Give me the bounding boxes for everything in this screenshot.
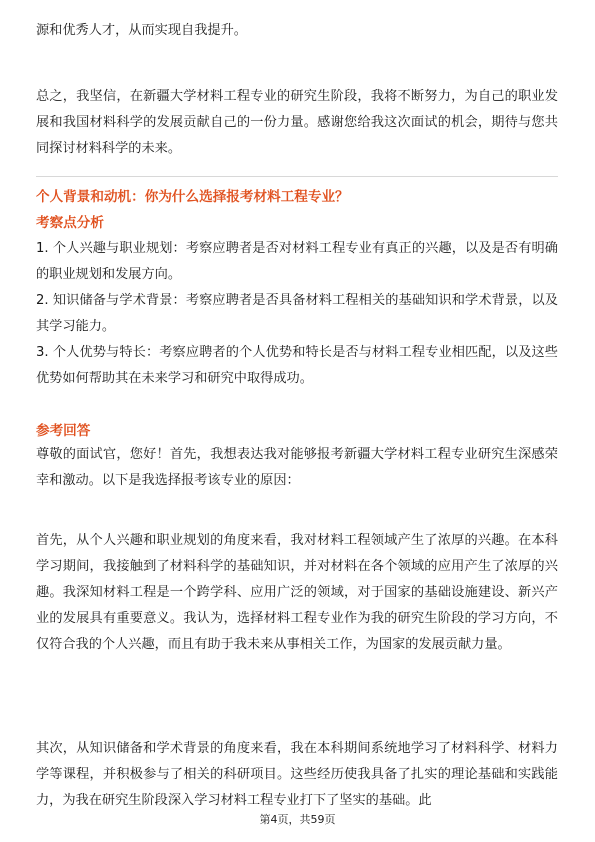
analysis-heading: 考察点分析: [36, 215, 104, 231]
conclusion-paragraph: 总之，我坚信，在新疆大学材料工程专业的研究生阶段，我将不断努力，为自己的职业发展和我国材料科学的发展贡献自己的一份力量。感谢您给我这次面试的机会，期待与您共同探讨材料科学的未来。: [36, 89, 558, 156]
page-footer: 第4页，共59页: [259, 813, 336, 826]
analysis-point-3: 3. 个人优势与特长：考察应聘者的个人优势和特长是否与材料工程专业相匹配，以及这些优势如何帮助其在未来学习和研究中取得成功。: [36, 345, 558, 386]
answer-paragraph-2: 首先，从个人兴趣和职业规划的角度来看，我对材料工程领域产生了浓厚的兴趣。在本科学习期间，我接触到了材料科学的基础知识，并对材料在各个领域的应用产生了浓厚的兴趣。我深知材料工程是一个跨学科、应用广泛的领域，对于国家的基础设施建设、新兴产业的发展具有重要意义。我认为，选择材料工程专业作为我的研究生阶段的学习方向，不仅符合我的个人兴趣，而且有助于我未来从事相关工作，为国家的发展贡献力量。: [36, 533, 558, 652]
intro-tail-paragraph: 源和优秀人才，从而实现自我提升。: [36, 23, 247, 38]
question-title: 个人背景和动机：你为什么选择报考材料工程专业？: [36, 189, 349, 205]
analysis-point-1: 1. 个人兴趣与职业规划：考察应聘者是否对材料工程专业有真正的兴趣，以及是否有明确的职业规划和发展方向。: [36, 241, 558, 282]
answer-paragraph-3: 其次，从知识储备和学术背景的角度来看，我在本科期间系统地学习了材料科学、材料力学等课程，并积极参与了相关的科研项目。这些经历使我具备了扎实的理论基础和实践能力，为我在研究生阶段深入学习材料工程专业打下了坚实的基础。此: [36, 741, 558, 808]
section-divider: [36, 176, 558, 177]
analysis-point-2: 2. 知识储备与学术背景：考察应聘者是否具备材料工程相关的基础知识和学术背景，以及其学习能力。: [36, 293, 558, 334]
answer-paragraph-1: 尊敬的面试官，您好！首先，我想表达我对能够报考新疆大学材料工程专业研究生深感荣幸和激动。以下是我选择报考该专业的原因：: [36, 447, 558, 488]
answer-heading: 参考回答: [36, 423, 91, 439]
